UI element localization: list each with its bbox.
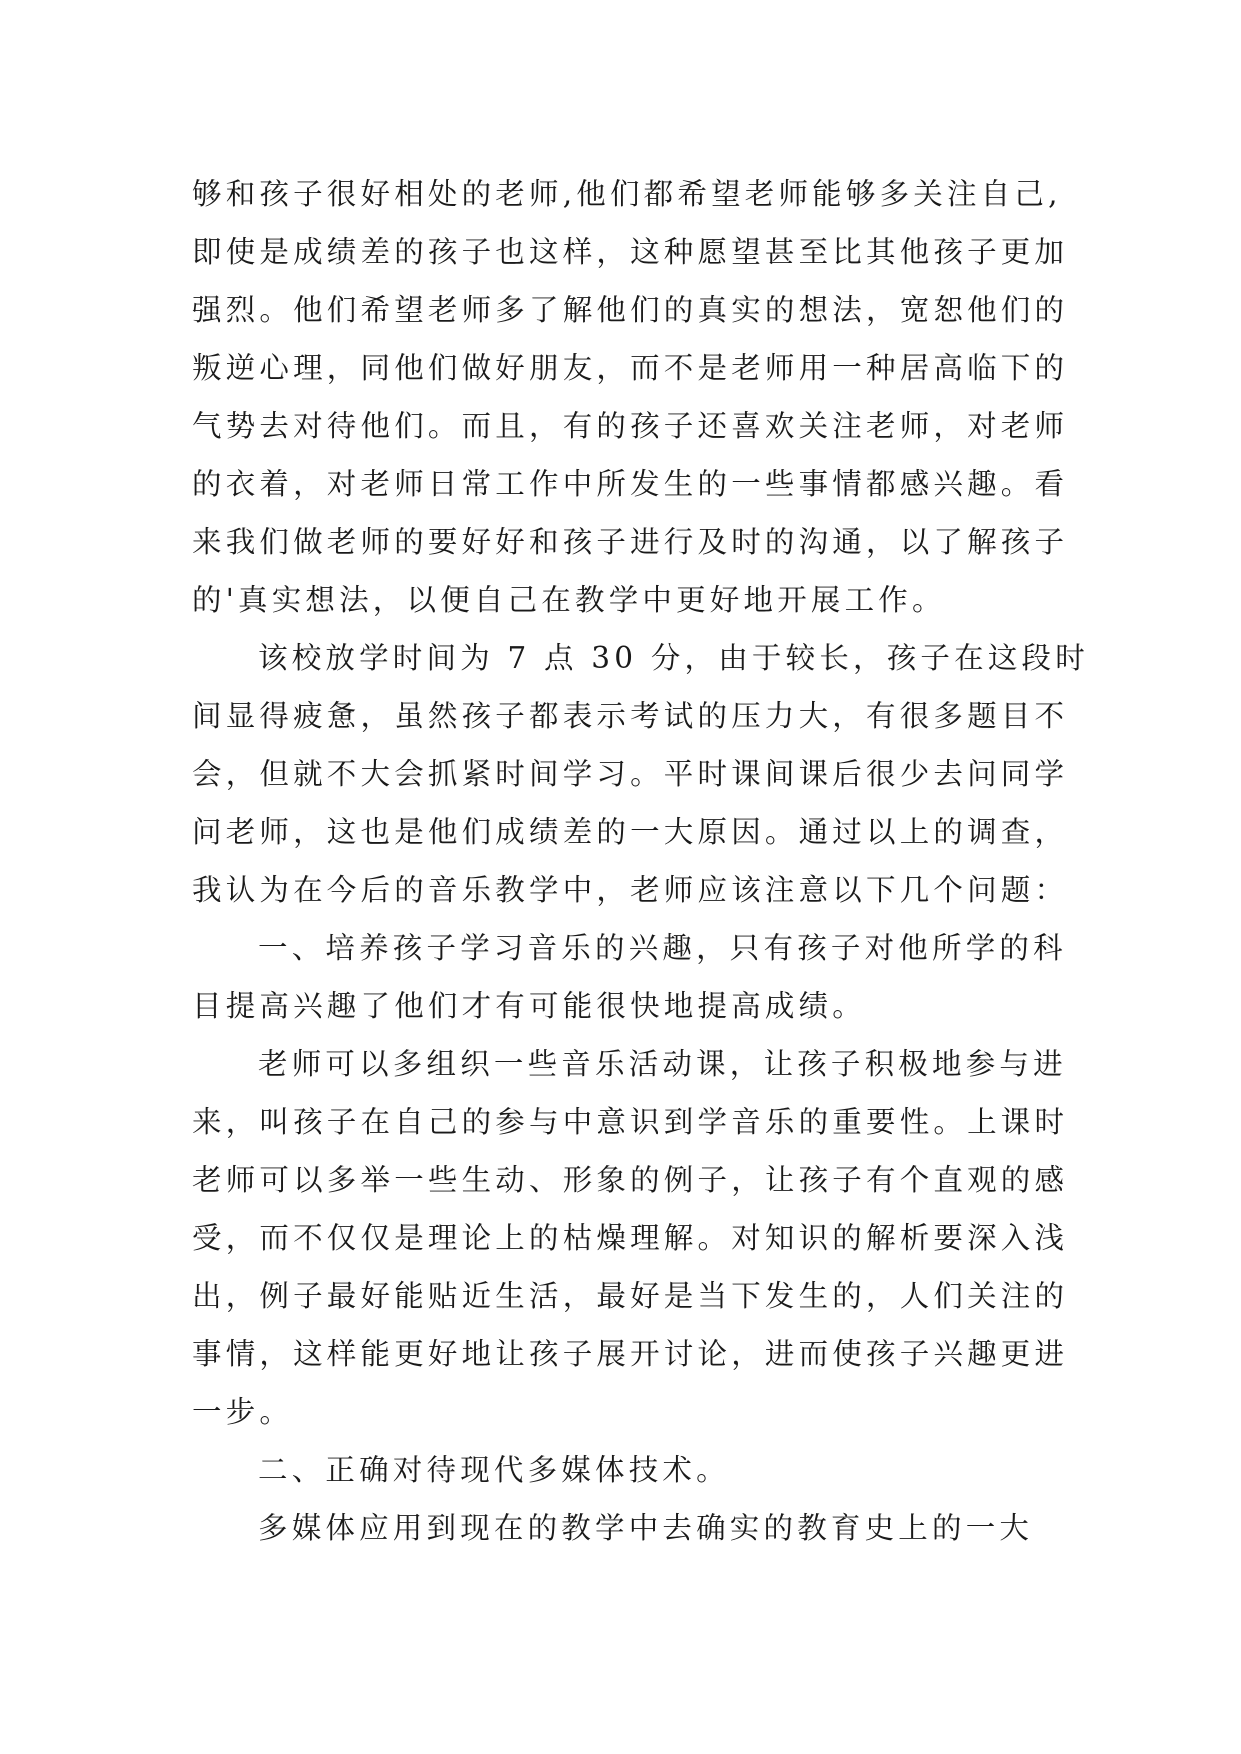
text-line: 目提高兴趣了他们才有可能很快地提高成绩。	[192, 989, 867, 1023]
text-line: 强烈。他们希望老师多了解他们的真实的想法，宽恕他们的	[192, 293, 1069, 327]
text-line: 来，叫孩子在自己的参与中意识到学音乐的重要性。上课时	[192, 1105, 1069, 1139]
text-line: 事情，这样能更好地让孩子展开讨论，进而使孩子兴趣更进	[192, 1337, 1069, 1371]
paragraph-start-line: 该校放学时间为 7 点 30 分，由于较长，孩子在这段时	[258, 641, 1089, 675]
text-line: 出，例子最好能贴近生活，最好是当下发生的，人们关注的	[192, 1279, 1069, 1313]
text-line: 的'真实想法，以便自己在教学中更好地开展工作。	[192, 583, 946, 617]
text-line: 老师可以多举一些生动、形象的例子，让孩子有个直观的感	[192, 1163, 1069, 1197]
text-line: 够和孩子很好相处的老师,他们都希望老师能够多关注自己,	[192, 177, 1062, 211]
text-line: 受，而不仅仅是理论上的枯燥理解。对知识的解析要深入浅	[192, 1221, 1069, 1255]
text-line: 叛逆心理，同他们做好朋友，而不是老师用一种居高临下的	[192, 351, 1069, 385]
body-text	[192, 165, 1092, 1557]
paragraph-start-line: 多媒体应用到现在的教学中去确实的教育史上的一大	[258, 1511, 1034, 1545]
text-line: 一步。	[192, 1395, 294, 1429]
paragraph-start-line: 老师可以多组织一些音乐活动课，让孩子积极地参与进	[258, 1047, 1067, 1081]
text-line: 气势去对待他们。而且，有的孩子还喜欢关注老师，对老师	[192, 409, 1069, 443]
text-line: 我认为在今后的音乐教学中，老师应该注意以下几个问题：	[192, 873, 1069, 907]
text-line: 间显得疲惫，虽然孩子都表示考试的压力大，有很多题目不	[192, 699, 1069, 733]
section-heading-line: 二、正确对待现代多媒体技术。	[258, 1453, 730, 1487]
text-line: 的衣着，对老师日常工作中所发生的一些事情都感兴趣。看	[192, 467, 1069, 501]
text-line: 会，但就不大会抓紧时间学习。平时课间课后很少去问同学	[192, 757, 1069, 791]
text-line: 来我们做老师的要好好和孩子进行及时的沟通，以了解孩子	[192, 525, 1069, 559]
text-line: 问老师，这也是他们成绩差的一大原因。通过以上的调查，	[192, 815, 1069, 849]
text-line: 即使是成绩差的孩子也这样，这种愿望甚至比其他孩子更加	[192, 235, 1069, 269]
section-heading-line: 一、培养孩子学习音乐的兴趣，只有孩子对他所学的科	[258, 931, 1067, 965]
